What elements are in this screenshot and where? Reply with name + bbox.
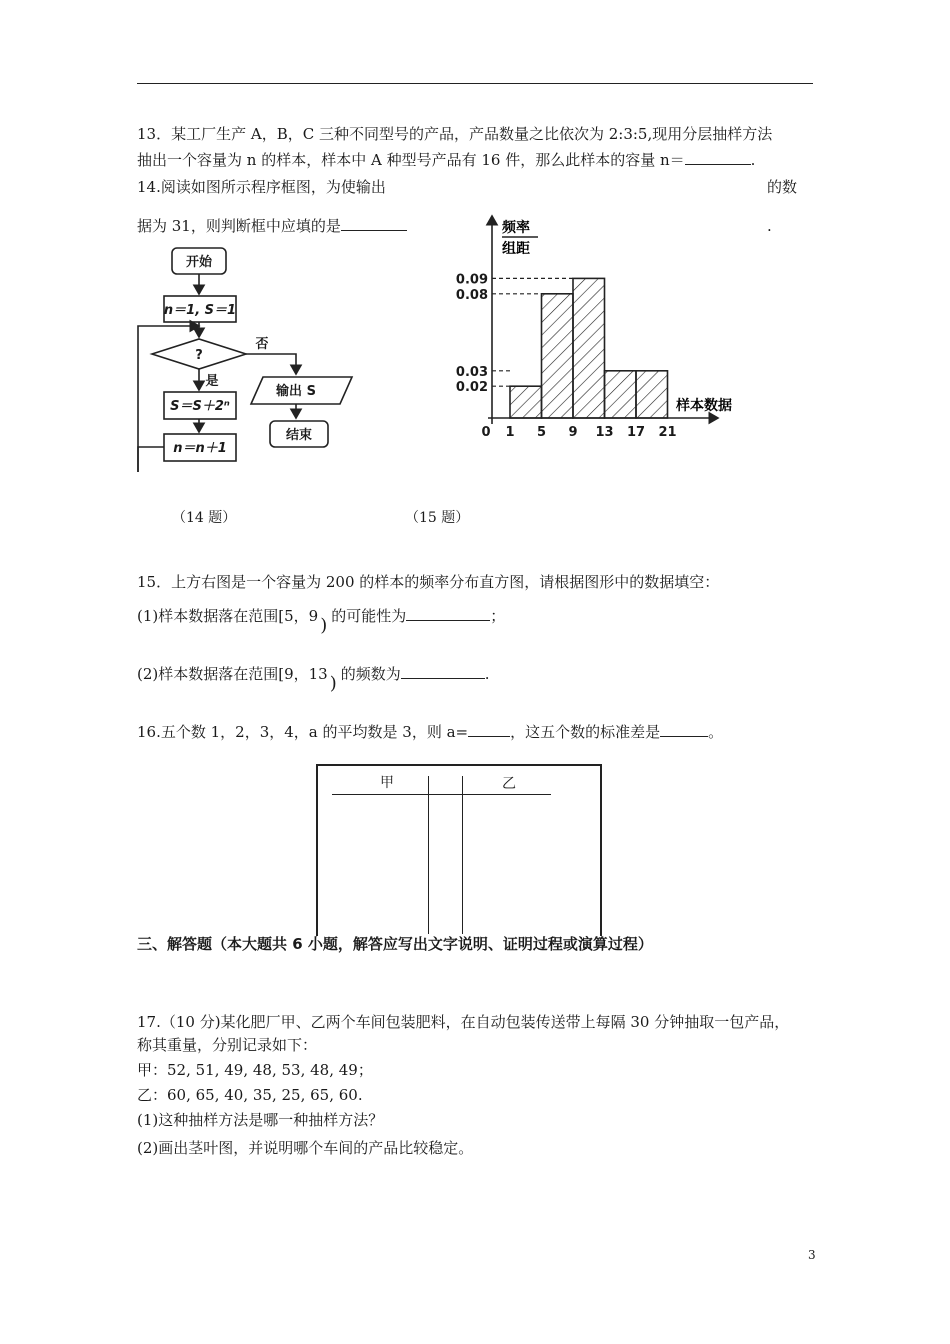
q16-blank-a[interactable]	[468, 722, 510, 737]
flow-no-label: 否	[255, 337, 269, 352]
flow-yes-label: 是	[205, 374, 219, 389]
histogram-bar	[542, 294, 574, 418]
x-tick-label: 21	[658, 425, 677, 440]
q13-line2-text: 抽出一个容量为 n 的样本，样本中 A 种型号产品有 16 件，那么此样本的容量 n＝	[137, 151, 685, 169]
q14-line1b: 的数	[767, 178, 798, 196]
y-axis-label-bottom: 组距	[502, 241, 530, 257]
q16-text-a: 16.五个数 1，2，3，4，a 的平均数是 3，则 a=	[137, 723, 469, 741]
q17-line1: 17.（10 分)某化肥厂甲、乙两个车间包装肥料，在自动包装传送带上每隔 30 分钟抽取一包产品，	[137, 1013, 790, 1031]
histogram-bar	[510, 386, 542, 418]
x-tick-label: 17	[626, 425, 646, 440]
q15-part2-text: 的频数为	[340, 665, 401, 683]
caption-q14: （14 题）	[172, 510, 237, 526]
flow-step1-label: S＝S＋2ⁿ	[170, 399, 230, 414]
q17-line3: 甲：52, 51, 49, 48, 53, 48, 49；	[137, 1061, 373, 1079]
q13-line2-end: .	[750, 151, 756, 169]
y-tick-label: 0.08	[455, 287, 488, 303]
q14-line2-text: 据为 31，则判断框中应填的是	[137, 217, 341, 235]
x-tick-label: 0	[481, 425, 491, 440]
q15-part2-range: (2)样本数据落在范围[9，13	[137, 665, 328, 683]
q14-line1a: 14.阅读如图所示程序框图，为使输出	[137, 178, 386, 196]
q16-text-b: ，这五个数的标准差是	[510, 723, 661, 741]
flowchart	[130, 240, 370, 485]
q15-line1: 15．上方右图是一个容量为 200 的样本的频率分布直方图，请根据图形中的数据填空：	[137, 573, 720, 591]
stem-leaf-divider-left	[428, 776, 429, 934]
x-axis-label: 样本数据	[676, 398, 732, 414]
q15-part2-end: .	[484, 665, 490, 683]
q15-part1	[137, 606, 506, 636]
q14-answer-blank[interactable]	[341, 216, 407, 231]
header-rule	[137, 83, 813, 84]
q16-line	[137, 722, 723, 742]
q15-part1-paren: )	[320, 615, 328, 636]
q15-part2-paren: )	[329, 673, 337, 694]
stem-leaf-left-label: 甲	[380, 775, 394, 791]
q13-line1: 13．某工厂生产 A，B，C 三种不同型号的产品，产品数量之比依次为 2:3:5,现用分层抽样方法	[137, 125, 773, 143]
x-tick-label: 5	[536, 425, 547, 440]
y-tick-label: 0.09	[455, 272, 488, 288]
flow-decision-label: ?	[195, 348, 203, 363]
page-number: 3	[808, 1248, 816, 1262]
q17-line4: 乙：60, 65, 40, 35, 25, 65, 60.	[137, 1086, 363, 1104]
q15-part1-end: ；	[490, 607, 506, 625]
y-tick-label: 0.02	[455, 380, 488, 396]
q13-answer-blank[interactable]	[685, 150, 751, 165]
flow-start-label: 开始	[185, 255, 213, 270]
stem-leaf-box	[316, 764, 602, 936]
flow-step2-label: n＝n＋1	[173, 441, 227, 456]
q15-part1-text: 的可能性为	[331, 607, 407, 625]
histogram-bar	[636, 371, 668, 418]
flow-end-label: 结束	[285, 428, 313, 443]
q15-part1-blank[interactable]	[406, 606, 490, 621]
q13-line2	[137, 150, 755, 170]
stem-leaf-divider-right	[462, 776, 463, 934]
q17-line2: 称其重量，分别记录如下：	[137, 1036, 318, 1054]
q15-part2	[137, 664, 490, 694]
stem-leaf-right-label: 乙	[502, 776, 516, 792]
histogram-bar	[605, 371, 637, 418]
flow-output-label: 输出 S	[276, 384, 316, 399]
q17-line5: (1)这种抽样方法是哪一种抽样方法？	[137, 1111, 384, 1129]
histogram-bar	[573, 278, 605, 418]
q16-blank-b[interactable]	[660, 722, 708, 737]
q15-part1-range: (1)样本数据落在范围[5，9	[137, 607, 319, 625]
q17-line6: (2)画出茎叶图，并说明哪个车间的产品比较稳定。	[137, 1139, 474, 1157]
q15-part2-blank[interactable]	[401, 664, 485, 679]
x-tick-label: 9	[568, 425, 578, 440]
section-3-heading: 三、解答题（本大题共 6 小题，解答应写出文字说明、证明过程或演算过程）	[137, 935, 653, 953]
flow-init-label: n＝1, S＝1	[163, 303, 237, 318]
x-tick-label: 1	[505, 425, 515, 440]
caption-q15: （15 题）	[405, 510, 470, 526]
y-axis-label-top: 频率	[502, 220, 530, 236]
q16-text-c: 。	[708, 723, 724, 741]
stem-leaf-header-rule	[332, 794, 551, 795]
q14-line2	[137, 216, 407, 236]
q14-line2-end: .	[767, 217, 772, 235]
histogram-chart	[450, 210, 760, 450]
y-tick-label: 0.03	[455, 364, 488, 380]
x-tick-label: 13	[595, 425, 614, 440]
